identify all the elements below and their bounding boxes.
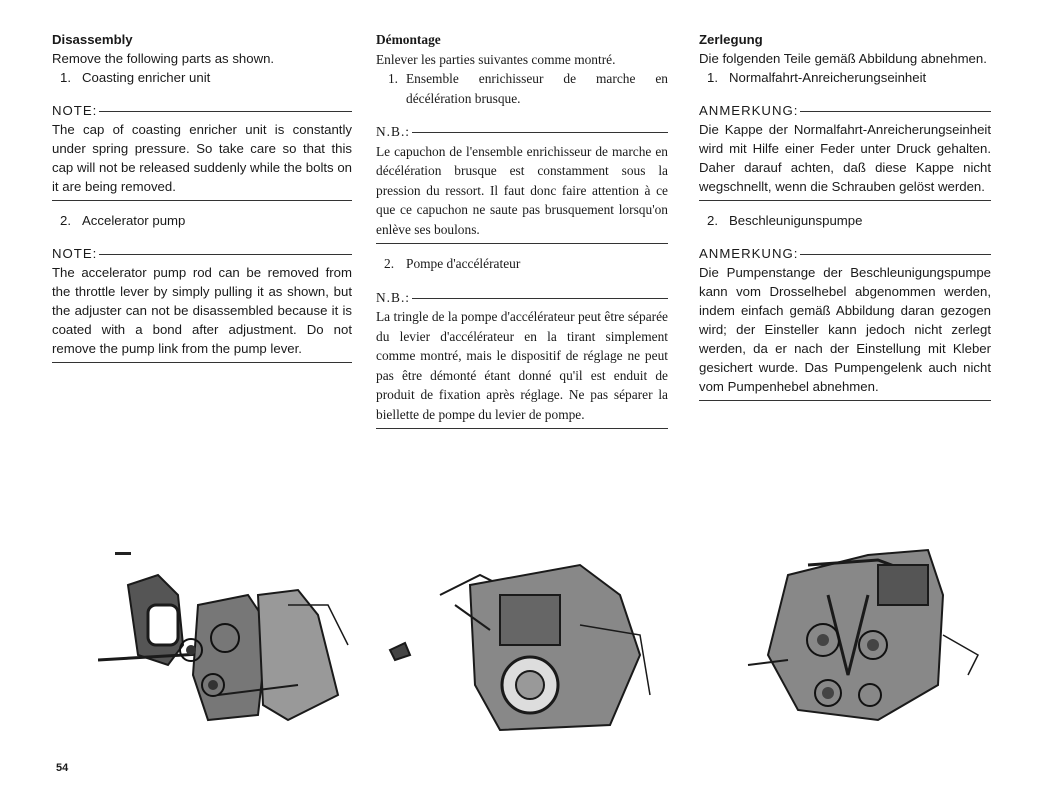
note-text: Die Pumpenstange der Beschleunigungspumpe kann vom Drosselhebel abgenommen werden, indem einfach gemäß Abbildung daran gezogen wird; der Einsteller kann jedoch nicht zerlegt werden, da er nach der Einstellung mit Kleber gesichert wurde. Das Pumpengelenk auch nicht vom Pumpenhebel abnehmen. [699, 265, 991, 394]
item-text: Beschleunigunspumpe [729, 213, 863, 228]
list-item [52, 68, 352, 87]
note-rule [800, 111, 991, 112]
note-text: Die Kappe der Normalfahrt-Anreicherungseinheit wird mit Hilfe einer Feder unter Druck gehalten. Daher darauf achten, daß diese Kappe nicht wegschnellt, wenn die Schrauben gelöst werden. [699, 122, 991, 194]
item-text: Pompe d'accélérateur [406, 256, 521, 271]
note-rule [99, 254, 352, 255]
page-number: 54 [56, 762, 69, 774]
item-number: 1. [60, 70, 71, 85]
note-heading [699, 244, 991, 263]
section-heading: Disassembly [52, 32, 133, 47]
note-label: NOTE: [52, 103, 98, 118]
note-label: ANMERKUNG: [699, 103, 799, 118]
list-item [52, 211, 352, 230]
note-label: ANMERKUNG: [699, 246, 799, 261]
carburetor-photo-accelerator-pump [380, 535, 670, 735]
carburetor-photo-pump-link [728, 535, 998, 735]
note-label: N.B.: [376, 124, 411, 139]
item-text: Coasting enricher unit [82, 70, 211, 85]
note-text: Le capuchon de l'ensemble enrichisseur de marche en décélération brusque est constamment sous la pression du ressort. Il faut donc faire attention à ce que ce capuchon ne saute pas brusquement lorsqu'on enlève ses boulons. [376, 143, 668, 237]
note-heading [376, 288, 668, 308]
german-column [699, 30, 991, 401]
note-text: The accelerator pump rod can be removed from the throttle lever by simply pulling it as shown, but the adjuster can not be disassembled because it is coated with a bond after adjustment. Do not remove the pump link from the pump lever. [52, 265, 352, 356]
note-heading [52, 244, 352, 263]
intro-text: Enlever les parties suivantes comme montré. [376, 51, 616, 67]
note-rule [800, 254, 991, 255]
list-item [376, 254, 668, 274]
list-item [699, 211, 991, 230]
divider [376, 428, 668, 429]
divider [376, 243, 668, 244]
item-number: 1. [387, 71, 398, 86]
note-heading [376, 122, 668, 142]
divider [699, 200, 991, 201]
note-label: NOTE: [52, 246, 98, 261]
item-number: 1. [707, 70, 718, 85]
french-column [376, 30, 668, 429]
item-number: 2. [384, 256, 395, 271]
intro-text: Die folgenden Teile gemäß Abbildung abnehmen. [699, 51, 987, 66]
section-heading: Zerlegung [699, 32, 763, 47]
english-column [52, 30, 352, 363]
divider [52, 362, 352, 363]
item-number: 2. [707, 213, 718, 228]
carburetor-photo-coasting-enricher [98, 535, 358, 735]
list-item [699, 68, 991, 87]
item-number: 2. [60, 213, 71, 228]
note-heading [52, 101, 352, 120]
item-text: Ensemble enrichisseur de marche en décélération brusque. [406, 71, 668, 106]
item-text: Normalfahrt-Anreicherungseinheit [729, 70, 927, 85]
list-item [376, 69, 668, 108]
note-label: N.B.: [376, 289, 411, 305]
divider [699, 400, 991, 401]
note-rule [412, 132, 668, 133]
note-rule [412, 298, 668, 299]
note-heading [699, 101, 991, 120]
divider [52, 200, 352, 201]
intro-text: Remove the following parts as shown. [52, 51, 275, 66]
note-text: La tringle de la pompe d'accélérateur peut être séparée du levier d'accélérateur en la tirant simplement comme montré, mais le dispositif de réglage ne peut pas être démonté étant donné qu'il est enduit de produit de fixation après réglage. Ne pas séparer la biellette de pompe du levier de pompe. [376, 309, 668, 422]
note-rule [99, 111, 352, 112]
note-text: The cap of coasting enricher unit is constantly under spring pressure. So take care so that this cap will not be released suddenly while the bolts on it are being removed. [52, 122, 352, 194]
section-heading: Démontage [376, 32, 441, 47]
item-text: Accelerator pump [82, 213, 186, 228]
